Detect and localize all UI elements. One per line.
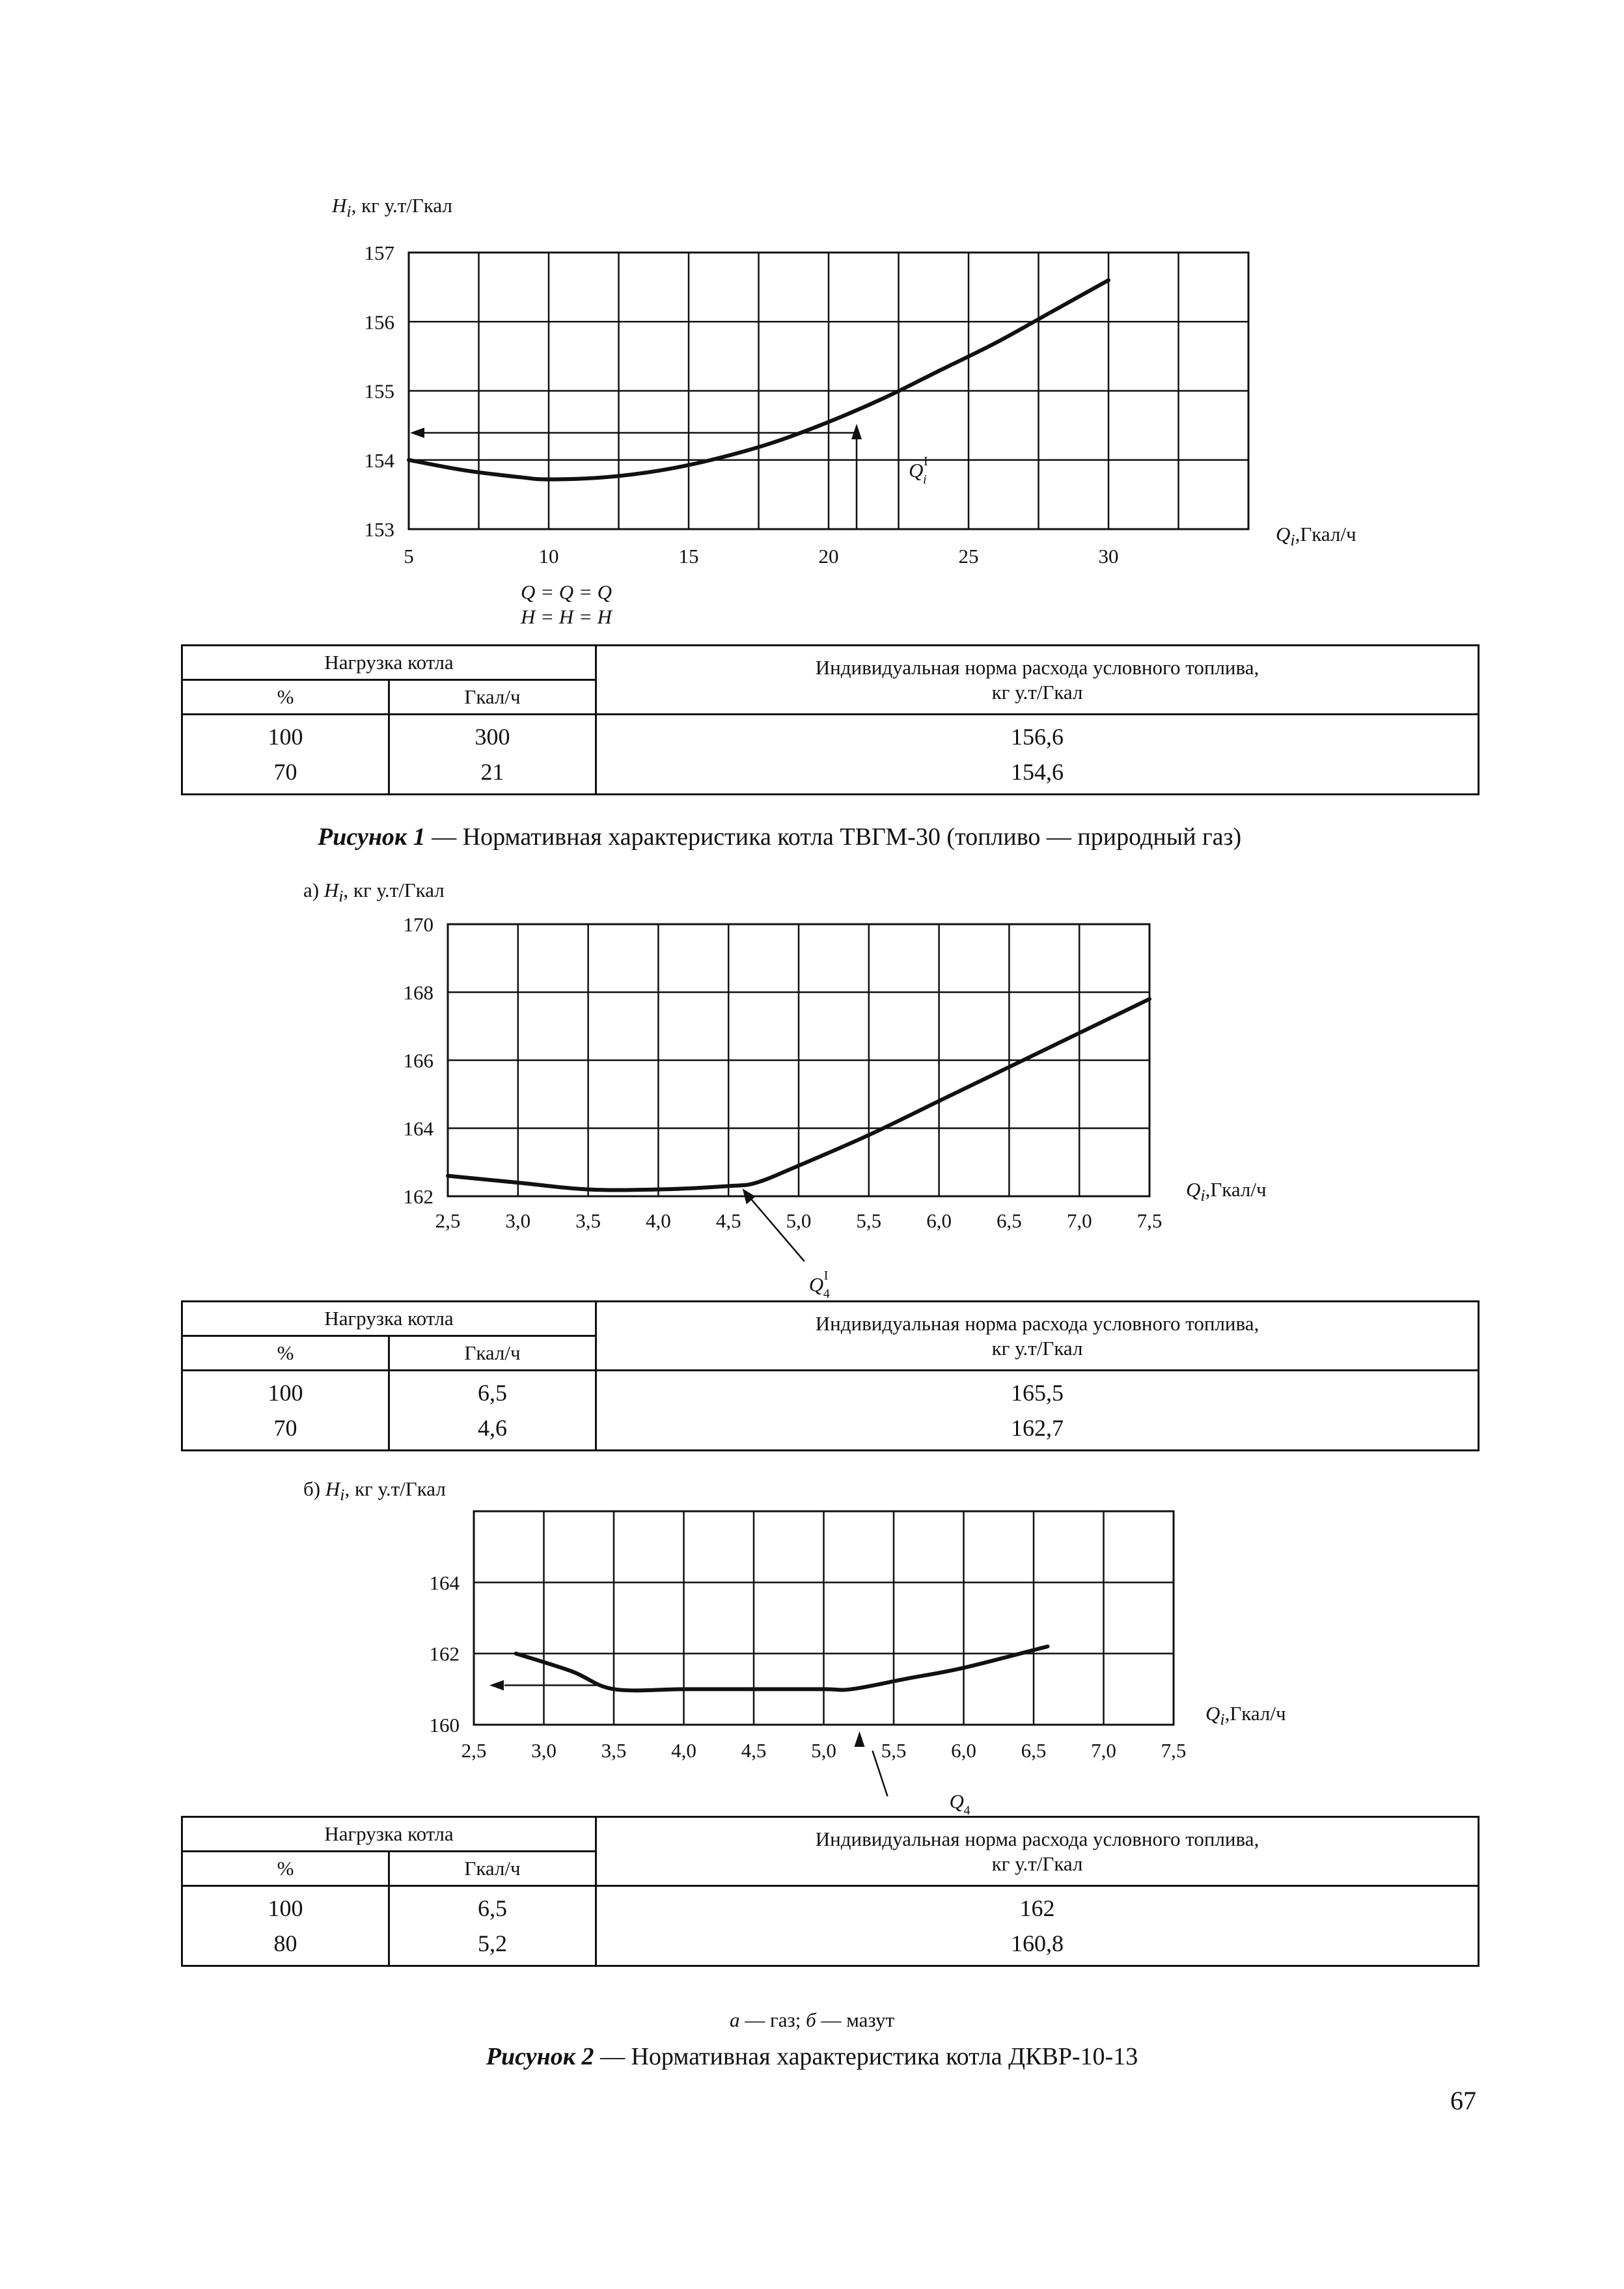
x-tick-label: 2,5 bbox=[461, 1739, 487, 1762]
y-tick-label: 157 bbox=[364, 241, 394, 264]
arrow-left-icon bbox=[410, 428, 424, 438]
marker-label-sup: I bbox=[924, 454, 928, 469]
fig2-caption: Рисунок 2 — Нормативная характеристика котла ДКВР-10-13 bbox=[486, 2043, 1138, 2070]
fig2b-x-axis-label: $Q_i,Гкал/ч$ bbox=[1205, 1702, 1286, 1729]
x-tick-label: 5,5 bbox=[856, 1209, 882, 1232]
y-tick-label: 166 bbox=[403, 1049, 434, 1072]
table-header-gcal: Гкал/ч bbox=[389, 680, 596, 715]
table-header-percent: % bbox=[182, 680, 389, 715]
fig1-y-axis-label: $H_i$, кг у.т/Гкал bbox=[332, 194, 452, 221]
x-tick-label: 7,5 bbox=[1161, 1739, 1187, 1762]
y-tick-label: 156 bbox=[364, 310, 394, 334]
table-header-norm: Индивидуальная норма расхода условного топлива, кг у.т/Гкал bbox=[596, 1302, 1479, 1371]
marker-label: Q bbox=[949, 1790, 964, 1813]
x-tick-label: 15 bbox=[678, 545, 699, 568]
x-tick-label: 10 bbox=[538, 545, 559, 568]
y-tick-label: 155 bbox=[364, 379, 394, 403]
table-header-percent: % bbox=[182, 1336, 389, 1371]
fig1-x-axis-label: $Q_i,Гкал/ч$ bbox=[1276, 523, 1356, 550]
marker-label-sup: I bbox=[823, 1268, 829, 1283]
table-cell-percent: 100 70 bbox=[182, 715, 389, 795]
fig1-formula-line2: H = H = H bbox=[521, 605, 612, 628]
fig2a-x-axis-label: $Q_i,Гкал/ч$ bbox=[1186, 1178, 1267, 1205]
x-tick-label: 5,0 bbox=[811, 1739, 836, 1762]
x-tick-label: 5 bbox=[404, 545, 414, 568]
x-tick-label: 2,5 bbox=[435, 1209, 461, 1232]
y-tick-label: 170 bbox=[403, 913, 434, 936]
fig1-formula-line1: Q = Q = Q bbox=[521, 581, 612, 603]
x-tick-label: 3,5 bbox=[575, 1209, 601, 1232]
table-cell-percent: 100 80 bbox=[182, 1886, 389, 1966]
table-cell-gcal: 6,5 5,2 bbox=[389, 1886, 596, 1966]
table-cell-gcal: 6,5 4,6 bbox=[389, 1371, 596, 1451]
fig2a-y-axis-label: а) $H_i$, кг у.т/Гкал bbox=[303, 879, 445, 906]
marker-label: Q bbox=[909, 459, 924, 482]
table-cell-norm: 162 160,8 bbox=[596, 1886, 1479, 1966]
marker-label-sub: i bbox=[923, 473, 927, 487]
fig2a-table bbox=[181, 1300, 1479, 1451]
table-header-percent: % bbox=[182, 1852, 389, 1886]
table-cell-norm: 165,5 162,7 bbox=[596, 1371, 1479, 1451]
x-tick-label: 5,0 bbox=[786, 1209, 812, 1232]
fig2b-table bbox=[181, 1816, 1479, 1967]
arrow-left-icon bbox=[489, 1680, 504, 1690]
x-tick-label: 7,5 bbox=[1136, 1209, 1163, 1232]
x-tick-label: 7,0 bbox=[1091, 1739, 1116, 1762]
x-tick-label: 7,0 bbox=[1066, 1209, 1092, 1232]
table-cell-gcal: 300 21 bbox=[389, 715, 596, 795]
marker-label-sub: 4 bbox=[823, 1287, 830, 1301]
x-tick-label: 25 bbox=[958, 545, 979, 568]
x-tick-label: 4,0 bbox=[671, 1739, 696, 1762]
table-header-gcal: Гкал/ч bbox=[389, 1336, 596, 1371]
y-tick-label: 153 bbox=[364, 518, 394, 541]
x-tick-label: 6,0 bbox=[926, 1209, 952, 1232]
y-tick-label: 164 bbox=[403, 1117, 434, 1140]
y-tick-label: 164 bbox=[429, 1571, 460, 1595]
table-header-load: Нагрузка котла bbox=[182, 1302, 596, 1336]
x-tick-label: 6,5 bbox=[997, 1209, 1022, 1232]
x-tick-label: 5,5 bbox=[881, 1739, 907, 1762]
fig2b-y-axis-label: б) $H_i$, кг у.т/Гкал bbox=[303, 1477, 446, 1505]
marker-label: Q bbox=[808, 1273, 824, 1296]
table-row bbox=[182, 1886, 1479, 1966]
page-number: 67 bbox=[1450, 2086, 1476, 2115]
table-header-load: Нагрузка котла bbox=[182, 646, 596, 680]
x-tick-label: 4,0 bbox=[646, 1209, 671, 1232]
table-row bbox=[182, 715, 1479, 795]
table-header-load: Нагрузка котла bbox=[182, 1817, 596, 1852]
x-tick-label: 3,0 bbox=[505, 1209, 531, 1232]
x-tick-label: 4,5 bbox=[741, 1739, 767, 1762]
y-tick-label: 154 bbox=[364, 448, 394, 472]
y-tick-label: 162 bbox=[403, 1185, 434, 1208]
x-tick-label: 20 bbox=[818, 545, 839, 568]
x-tick-label: 3,5 bbox=[601, 1739, 627, 1762]
x-tick-label: 30 bbox=[1098, 545, 1119, 568]
x-tick-label: 6,0 bbox=[951, 1739, 976, 1762]
fig1-chart bbox=[312, 234, 1393, 651]
x-tick-label: 3,0 bbox=[531, 1739, 557, 1762]
table-header-norm: Индивидуальная норма расхода условного топлива, кг у.т/Гкал bbox=[596, 1817, 1479, 1886]
x-tick-label: 4,5 bbox=[715, 1209, 741, 1232]
table-row bbox=[182, 1371, 1479, 1451]
table-header-norm: Индивидуальная норма расхода условного топлива, кг у.т/Гкал bbox=[596, 646, 1479, 715]
table-cell-norm: 156,6 154,6 bbox=[596, 715, 1479, 795]
x-tick-label: 6,5 bbox=[1021, 1739, 1047, 1762]
y-tick-label: 160 bbox=[429, 1714, 460, 1736]
arrow-up-icon bbox=[855, 1731, 865, 1747]
y-tick-label: 162 bbox=[429, 1642, 460, 1665]
table-header-gcal: Гкал/ч bbox=[389, 1852, 596, 1886]
fig1-caption: Рисунок 1 — Нормативная характеристика котла ТВГМ-30 (топливо — природный газ) bbox=[318, 823, 1242, 851]
marker-label-sub: 4 bbox=[963, 1803, 970, 1818]
fig2a-chart bbox=[365, 911, 1276, 1308]
fig2-legend-note: а — газ; б — мазут bbox=[730, 2008, 894, 2031]
y-tick-label: 168 bbox=[403, 981, 434, 1004]
arrow-up-icon bbox=[851, 424, 862, 439]
fig1-table bbox=[181, 644, 1479, 795]
table-cell-percent: 100 70 bbox=[182, 1371, 389, 1451]
fig2b-chart bbox=[391, 1503, 1302, 1818]
